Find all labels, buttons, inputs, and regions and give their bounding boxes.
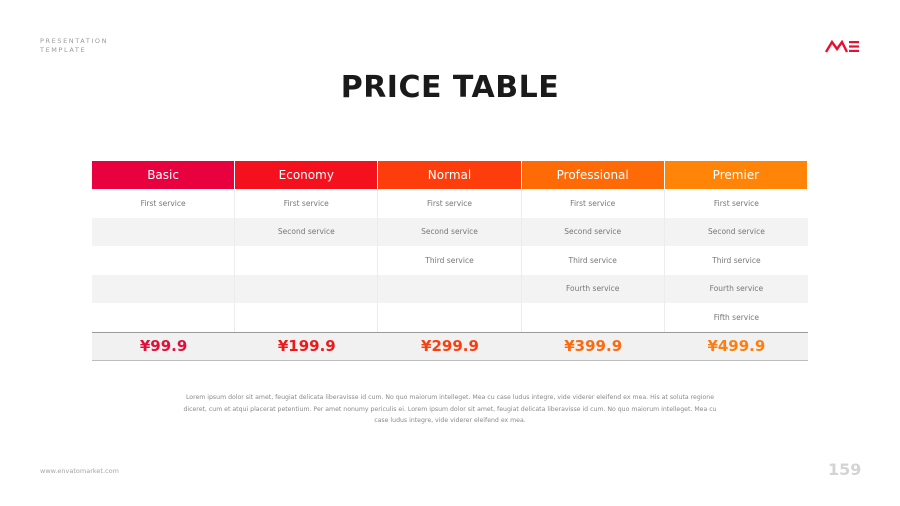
service-cell [378,303,521,332]
price-basic: ¥99.9 [92,332,235,361]
service-cell: Second service [522,218,665,247]
footer-url: www.envatomarket.com [40,467,119,475]
brand-label [40,37,108,55]
page-number: 159 [828,460,862,479]
service-cell: Second service [378,218,521,247]
me-logo-icon [825,40,859,53]
plan-header-professional: Professional [522,161,665,189]
service-cell [522,303,665,332]
plan-header-economy: Economy [235,161,378,189]
service-cell [92,303,235,332]
service-cell [235,303,378,332]
service-cell: Second service [665,218,808,247]
service-cell [92,275,235,304]
service-cell [235,275,378,304]
service-cell [235,246,378,275]
service-cell [92,246,235,275]
service-cell [92,218,235,247]
service-cell: Second service [235,218,378,247]
price-economy: ¥199.9 [235,332,378,361]
service-cell: Fourth service [665,275,808,304]
service-cell: Third service [378,246,521,275]
service-cell: First service [713,198,759,208]
price-premier: ¥499.9 [665,332,808,361]
plan-header-normal: Normal [378,161,521,189]
service-cell: Fifth service [713,312,760,322]
service-cell: First service [92,189,235,218]
price-normal: ¥299.9 [378,332,521,361]
plan-header-premier: Premier [665,161,808,189]
plan-header-basic: Basic [92,161,235,189]
service-cell: Third service [522,246,665,275]
service-cell [378,275,521,304]
service-cell: First service [522,189,665,218]
service-cell: First service [235,189,378,218]
service-cell: Fourth service [522,275,665,304]
price-professional: ¥399.9 [522,332,665,361]
description-text: Lorem ipsum dolor sit amet, feugiat delicata liberavisse id cum. No quo maiorum intelleget. Mea cu case ludus integre, vide viderer eleifend ex mea. His at soluta regione diceret, cum et atqui placerat petentium. Per amet nonumy periculis ei. Lorem ipsum dolor sit amet, feugiat delicata liberavisse id cum. No quo maiorum intelleget. Mea cu case ludus integre, vide viderer eleifend ex mea. [183,394,717,424]
price-table [92,161,808,361]
service-cell: Third service [712,255,761,265]
page-title: PRICE TABLE [340,70,560,105]
service-cell: First service [378,189,521,218]
brand-label-line-2: TEMPLATE [40,46,87,54]
brand-label-line-1: PRESENTATION [40,37,109,45]
